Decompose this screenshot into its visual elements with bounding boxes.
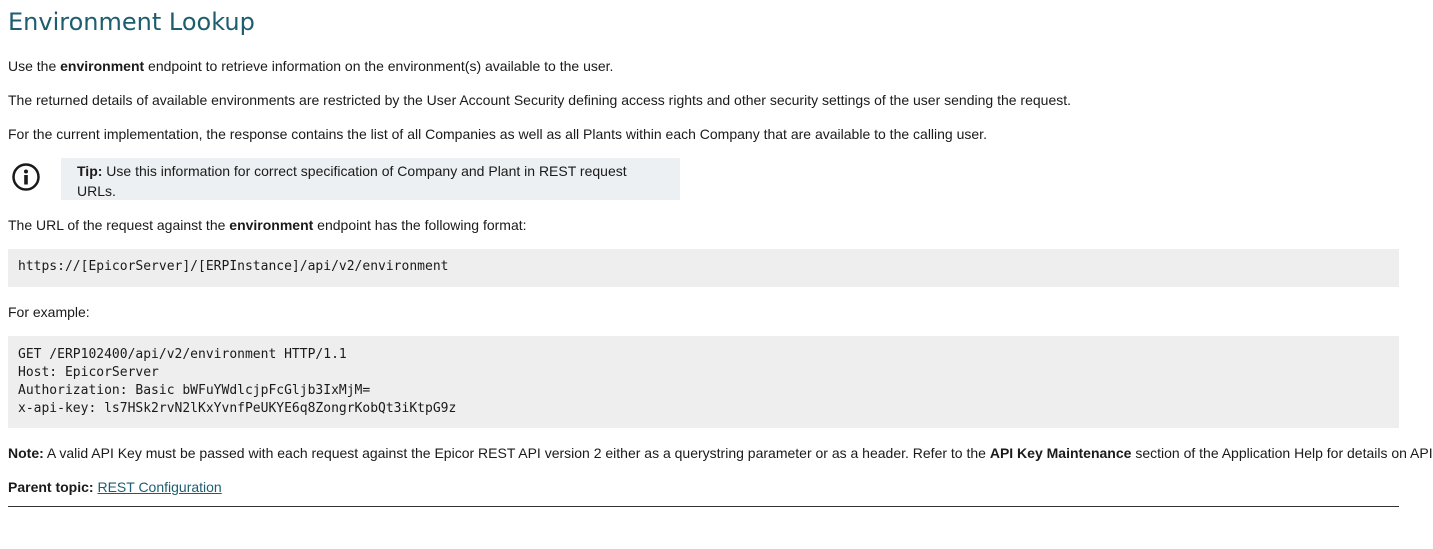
code-line-api-key: x-api-key: ls7HSk2rvN2lKxYvnfPeUKYE6q8ZongrKobQt3iKtpG9z	[18, 401, 457, 416]
intro-text-after: endpoint to retrieve information on the environment(s) available to the user.	[144, 58, 614, 74]
url-code-block: https://[EpicorServer]/[ERPInstance]/api/v2/environment	[8, 249, 1399, 287]
parent-topic	[8, 477, 222, 497]
note-text-2: section of the Application Help for details on API	[1131, 445, 1433, 461]
intro-text-before: Use the	[8, 58, 61, 74]
example-label: For example:	[8, 304, 90, 320]
tip-box	[61, 158, 680, 200]
document-page	[8, 0, 1433, 495]
intro-paragraph	[8, 56, 613, 76]
parent-topic-link[interactable]: REST Configuration	[97, 479, 222, 495]
page-title: Environment Lookup	[8, 8, 255, 36]
info-icon	[12, 163, 40, 191]
code-line-request: GET /ERP102400/api/v2/environment HTTP/1.1	[18, 347, 347, 362]
url-format-after: endpoint has the following format:	[313, 217, 527, 233]
implementation-paragraph: For the current implementation, the response contains the list of all Companies as well as all Plants within each Company that are available to the calling user.	[8, 126, 987, 142]
code-line-authorization: Authorization: Basic bWFuYWdlcjpFcGljb3IxMjM=	[18, 383, 371, 398]
restrictions-paragraph: The returned details of available environments are restricted by the User Account Security defining access rights and other security settings of the user sending the request.	[8, 92, 1072, 108]
note-text-1: A valid API Key must be passed with each request against the Epicor REST API version 2 either as a querystring parameter or as a header. Refer to the	[43, 445, 990, 461]
url-format-keyword: environment	[229, 217, 314, 233]
note-keyword: API Key Maintenance	[989, 445, 1132, 461]
footer-divider	[8, 506, 1399, 507]
parent-topic-label: Parent topic:	[8, 479, 94, 495]
intro-keyword: environment	[60, 58, 145, 74]
url-format-before: The URL of the request against the	[8, 217, 230, 233]
example-code-block	[8, 336, 1399, 428]
tip-label: Tip:	[77, 163, 103, 179]
note-paragraph	[8, 443, 1433, 463]
tip-callout	[8, 158, 680, 200]
url-format-paragraph	[8, 215, 527, 235]
note-label: Note:	[8, 445, 44, 461]
code-line-host: Host: EpicorServer	[18, 365, 159, 380]
tip-text: Use this information for correct specification of Company and Plant in REST request URLs.	[77, 163, 627, 199]
